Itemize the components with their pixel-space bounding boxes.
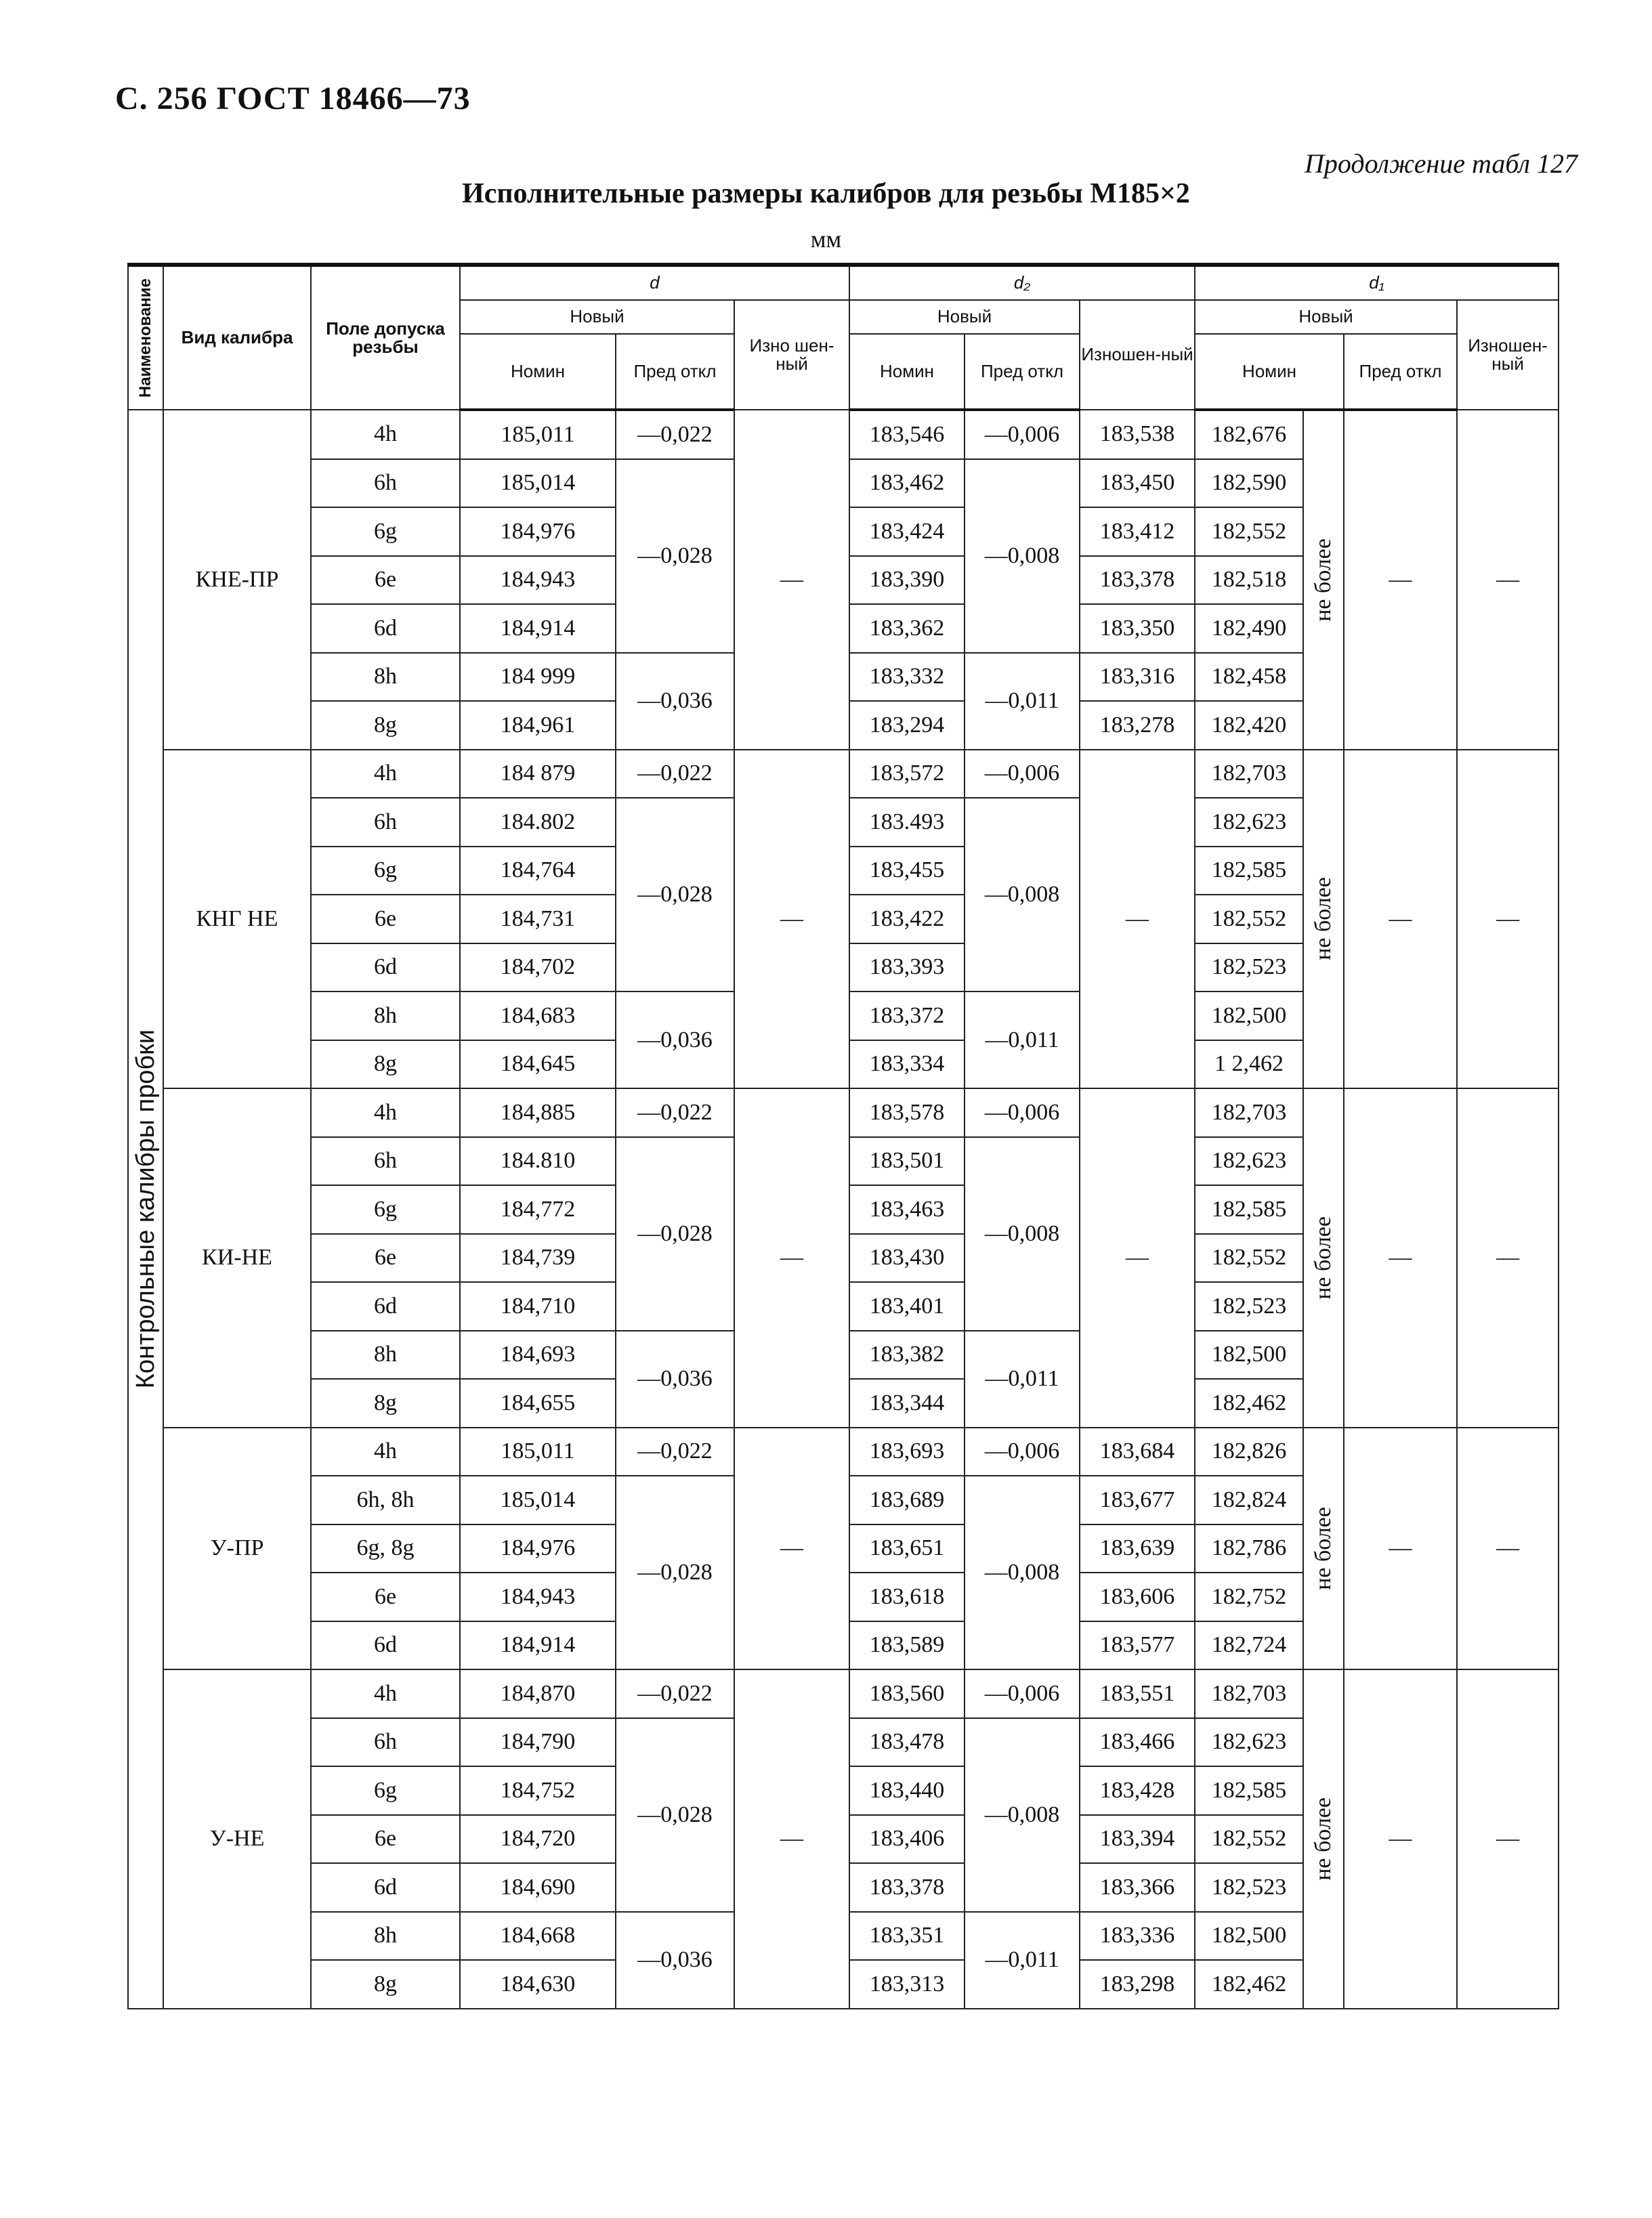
d2-worn-cell: 183,466 [1080, 1718, 1195, 1767]
gauge-type-cell: КНЕ-ПР [163, 410, 311, 750]
header-tolerance-field: Поле допуска резьбы [311, 265, 460, 410]
d1-nominal-cell: 182,752 [1195, 1573, 1303, 1621]
d1-deviation-cell: — [1344, 1088, 1457, 1428]
gauge-type-cell: КИ-НЕ [163, 1088, 311, 1428]
d2-nominal-cell: 183,651 [849, 1524, 965, 1573]
d1-worn-cell: — [1457, 1088, 1559, 1428]
d1-nominal-cell: 182,623 [1195, 1137, 1303, 1186]
d2-nominal-cell: 183,546 [849, 410, 965, 459]
d1-nominal-cell: 182,724 [1195, 1621, 1303, 1670]
d2-deviation-cell: —0,008 [965, 1718, 1080, 1912]
d-nominal-cell: 184,961 [460, 701, 616, 750]
d1-nominal-cell: 182,462 [1195, 1960, 1303, 2009]
d2-nominal-cell: 183,578 [849, 1088, 965, 1137]
d-deviation-cell: —0,036 [616, 1331, 734, 1428]
d-nominal-cell: 184,752 [460, 1766, 616, 1815]
d-deviation-cell: —0,028 [616, 1476, 734, 1669]
tolerance-field-cell: 6e [311, 895, 460, 943]
d2-nominal-cell: 183,393 [849, 943, 965, 992]
d-nominal-cell: 184,943 [460, 556, 616, 605]
d-deviation-cell: —0,022 [616, 1088, 734, 1137]
table-continuation-note: Продолжение табл 127 [1304, 148, 1577, 179]
d-deviation-cell: —0,028 [616, 459, 734, 653]
header-d1-nominal: Номин [1195, 334, 1344, 410]
tolerance-field-cell: 6d [311, 1621, 460, 1670]
d2-worn-cell: 183,394 [1080, 1815, 1195, 1864]
d-deviation-cell: —0,028 [616, 1137, 734, 1331]
d-nominal-cell: 185,011 [460, 1428, 616, 1476]
table-row [128, 410, 1559, 459]
tolerance-field-cell: 6g [311, 507, 460, 556]
d-nominal-cell: 184,914 [460, 1621, 616, 1670]
tolerance-field-cell: 6h [311, 1718, 460, 1767]
header-d2-worn: Изношен-ный [1080, 300, 1195, 410]
d2-worn-cell: 183,412 [1080, 507, 1195, 556]
d-nominal-cell: 184,976 [460, 1524, 616, 1573]
d1-nominal-cell: 182,552 [1195, 1815, 1303, 1864]
d2-nominal-cell: 183,618 [849, 1573, 965, 1621]
tolerance-field-cell: 8g [311, 1960, 460, 2009]
gauge-dimensions-table [127, 263, 1559, 2009]
d-nominal-cell: 184,720 [460, 1815, 616, 1864]
d1-nominal-cell: 182,824 [1195, 1476, 1303, 1524]
d-deviation-cell: —0,036 [616, 991, 734, 1088]
d1-nominal-cell: 182,462 [1195, 1379, 1303, 1428]
header-d1-new: Новый [1195, 300, 1457, 334]
d2-nominal-cell: 183,372 [849, 991, 965, 1040]
d2-nominal-cell: 183,334 [849, 1040, 965, 1089]
d2-nominal-cell: 183,378 [849, 1863, 965, 1912]
header-d1-deviation: Пред откл [1344, 334, 1457, 410]
header-d2-deviation: Пред откл [965, 334, 1080, 410]
header-d-nominal: Номин [460, 334, 616, 410]
d-nominal-cell: 184,885 [460, 1088, 616, 1137]
tolerance-field-cell: 6h, 8h [311, 1476, 460, 1524]
table-row [128, 1088, 1559, 1137]
header-d: d [460, 265, 849, 300]
d2-deviation-cell: —0,011 [965, 1912, 1080, 2009]
d2-deviation-cell: —0,011 [965, 653, 1080, 750]
not-more-cell [1303, 1428, 1344, 1670]
d-nominal-cell: 184,731 [460, 895, 616, 943]
d1-nominal-cell: 182,500 [1195, 1331, 1303, 1380]
d2-nominal-cell: 183,344 [849, 1379, 965, 1428]
d-deviation-cell: —0,022 [616, 1428, 734, 1476]
table-body [128, 410, 1559, 2009]
tolerance-field-cell: 4h [311, 1428, 460, 1476]
d2-nominal-cell: 183,382 [849, 1331, 965, 1380]
tolerance-field-cell: 6h [311, 459, 460, 508]
d2-nominal-cell: 183,560 [849, 1669, 965, 1718]
d1-nominal-cell: 182,420 [1195, 701, 1303, 750]
d1-nominal-cell: 182,585 [1195, 1185, 1303, 1234]
d2-deviation-cell: —0,006 [965, 1088, 1080, 1137]
d2-nominal-cell: 183,332 [849, 653, 965, 702]
d1-nominal-cell: 182,523 [1195, 1863, 1303, 1912]
tolerance-field-cell: 6e [311, 1815, 460, 1864]
d-nominal-cell: 184,790 [460, 1718, 616, 1767]
header-naimenovanie [128, 265, 163, 410]
d2-nominal-cell: 183,362 [849, 604, 965, 653]
d2-nominal-cell: 183,589 [849, 1621, 965, 1670]
d-worn-cell: — [734, 1669, 849, 2009]
d2-worn-cell: 183,684 [1080, 1428, 1195, 1476]
table-row [128, 1669, 1559, 1718]
d-nominal-cell: 185,011 [460, 410, 616, 459]
tolerance-field-cell: 6d [311, 1282, 460, 1331]
d2-deviation-cell: —0,006 [965, 1428, 1080, 1476]
table-header [128, 265, 1559, 410]
d-nominal-cell: 184,914 [460, 604, 616, 653]
tolerance-field-cell: 6h [311, 798, 460, 847]
d2-deviation-cell: —0,008 [965, 1137, 1080, 1331]
tolerance-field-cell: 8g [311, 1040, 460, 1089]
d-worn-cell: — [734, 1088, 849, 1428]
header-d-new: Новый [460, 300, 734, 334]
d-deviation-cell: —0,036 [616, 653, 734, 750]
d-nominal-cell: 184,655 [460, 1379, 616, 1428]
tolerance-field-cell: 6g, 8g [311, 1524, 460, 1573]
d1-nominal-cell: 182,590 [1195, 459, 1303, 508]
d2-nominal-cell: 183,689 [849, 1476, 965, 1524]
d-nominal-cell: 184 999 [460, 653, 616, 702]
gauge-type-cell: У-ПР [163, 1428, 311, 1670]
d1-nominal-cell: 182,552 [1195, 1234, 1303, 1283]
header-d1: d₁ [1195, 265, 1559, 300]
table-title: Исполнительные размеры калибров для резьбы М185×2 [462, 178, 1190, 209]
d-deviation-cell: —0,022 [616, 410, 734, 459]
tolerance-field-cell: 6e [311, 1234, 460, 1283]
d-nominal-cell: 185,014 [460, 459, 616, 508]
d2-deviation-cell: —0,006 [965, 750, 1080, 798]
d2-nominal-cell: 183,390 [849, 556, 965, 605]
tolerance-field-cell: 6e [311, 556, 460, 605]
tolerance-field-cell: 6d [311, 1863, 460, 1912]
d2-worn-cell: 183,538 [1080, 410, 1195, 459]
d2-worn-cell: 183,639 [1080, 1524, 1195, 1573]
d-deviation-cell: —0,028 [616, 1718, 734, 1912]
group-label: Контрольные калибры пробки [131, 1029, 160, 1389]
d2-worn-cell: 183,278 [1080, 701, 1195, 750]
header-d1-worn: Изношен-ный [1457, 300, 1559, 410]
d2-worn-cell: 183,428 [1080, 1766, 1195, 1815]
d2-worn-cell: — [1080, 1088, 1195, 1428]
d1-nominal-cell: 182,826 [1195, 1428, 1303, 1476]
d2-worn-cell: 183,577 [1080, 1621, 1195, 1670]
tolerance-field-cell: 4h [311, 750, 460, 798]
not-more-label: не более [1311, 877, 1336, 961]
d-nominal-cell: 184,630 [460, 1960, 616, 2009]
d2-worn-cell: 183,378 [1080, 556, 1195, 605]
d2-worn-cell: 183,298 [1080, 1960, 1195, 2009]
d-nominal-cell: 184.802 [460, 798, 616, 847]
tolerance-field-cell: 8h [311, 991, 460, 1040]
tolerance-field-cell: 6e [311, 1573, 460, 1621]
d2-deviation-cell: —0,011 [965, 1331, 1080, 1428]
d2-nominal-cell: 183,430 [849, 1234, 965, 1283]
d1-nominal-cell: 182,703 [1195, 1088, 1303, 1137]
d-worn-cell: — [734, 1428, 849, 1670]
d1-nominal-cell: 182,500 [1195, 991, 1303, 1040]
not-more-label: не более [1311, 1216, 1336, 1300]
tolerance-field-cell: 4h [311, 1088, 460, 1137]
d1-nominal-cell: 182,676 [1195, 410, 1303, 459]
d2-nominal-cell: 183,478 [849, 1718, 965, 1767]
tolerance-field-cell: 8g [311, 701, 460, 750]
d2-nominal-cell: 183,693 [849, 1428, 965, 1476]
group-label-cell [128, 410, 163, 2009]
d-nominal-cell: 184,690 [460, 1863, 616, 1912]
d-deviation-cell: —0,028 [616, 798, 734, 991]
d2-deviation-cell: —0,006 [965, 1669, 1080, 1718]
d2-worn-cell: 183,366 [1080, 1863, 1195, 1912]
d2-nominal-cell: 183,422 [849, 895, 965, 943]
d2-worn-cell: 183,551 [1080, 1669, 1195, 1718]
tolerance-field-cell: 6d [311, 604, 460, 653]
d2-nominal-cell: 183,501 [849, 1137, 965, 1186]
d2-nominal-cell: 183,313 [849, 1960, 965, 2009]
not-more-cell [1303, 1669, 1344, 2009]
d1-nominal-cell: 182,552 [1195, 507, 1303, 556]
tolerance-field-cell: 6g [311, 1766, 460, 1815]
tolerance-field-cell: 4h [311, 1669, 460, 1718]
d1-nominal-cell: 182,523 [1195, 943, 1303, 992]
d-nominal-cell: 184,870 [460, 1669, 616, 1718]
not-more-cell [1303, 1088, 1344, 1428]
d1-worn-cell: — [1457, 750, 1559, 1089]
table-row [128, 1428, 1559, 1476]
d1-nominal-cell: 182,523 [1195, 1282, 1303, 1331]
tolerance-field-cell: 8g [311, 1379, 460, 1428]
d-nominal-cell: 184.810 [460, 1137, 616, 1186]
gauge-type-cell: КНГ НЕ [163, 750, 311, 1089]
d1-worn-cell: — [1457, 1428, 1559, 1670]
units-label: мм [810, 226, 842, 253]
header-d-deviation: Пред откл [616, 334, 734, 410]
d1-nominal-cell: 182,585 [1195, 847, 1303, 895]
d1-nominal-cell: 182,623 [1195, 798, 1303, 847]
d1-nominal-cell: 182,490 [1195, 604, 1303, 653]
d2-worn-cell: 183,316 [1080, 653, 1195, 702]
d2-deviation-cell: —0,008 [965, 798, 1080, 991]
d2-worn-cell: 183,677 [1080, 1476, 1195, 1524]
tolerance-field-cell: 8h [311, 1912, 460, 1961]
d2-nominal-cell: 183,463 [849, 1185, 965, 1234]
d-nominal-cell: 184,668 [460, 1912, 616, 1961]
d2-worn-cell: 183,450 [1080, 459, 1195, 508]
tolerance-field-cell: 6g [311, 1185, 460, 1234]
not-more-cell [1303, 750, 1344, 1089]
not-more-label: не более [1311, 1506, 1336, 1590]
d1-deviation-cell: — [1344, 750, 1457, 1089]
d2-worn-cell: — [1080, 750, 1195, 1089]
d2-nominal-cell: 183,455 [849, 847, 965, 895]
header-d2-nominal: Номин [849, 334, 965, 410]
tolerance-field-cell: 6h [311, 1137, 460, 1186]
d2-deviation-cell: —0,008 [965, 459, 1080, 653]
d1-deviation-cell: — [1344, 1669, 1457, 2009]
d-nominal-cell: 184,702 [460, 943, 616, 992]
d1-nominal-cell: 182,518 [1195, 556, 1303, 605]
d2-worn-cell: 183,350 [1080, 604, 1195, 653]
d-nominal-cell: 184,976 [460, 507, 616, 556]
d-nominal-cell: 185,014 [460, 1476, 616, 1524]
d-nominal-cell: 184,772 [460, 1185, 616, 1234]
d1-deviation-cell: — [1344, 1428, 1457, 1670]
d1-nominal-cell: 182,703 [1195, 750, 1303, 798]
header-d-worn: Изно шен-ный [734, 300, 849, 410]
d2-nominal-cell: 183,462 [849, 459, 965, 508]
d2-nominal-cell: 183,401 [849, 1282, 965, 1331]
d-nominal-cell: 184 879 [460, 750, 616, 798]
header-d2: d₂ [849, 265, 1195, 300]
d-deviation-cell: —0,022 [616, 750, 734, 798]
d-worn-cell: — [734, 410, 849, 750]
d1-nominal-cell: 182,703 [1195, 1669, 1303, 1718]
not-more-cell [1303, 410, 1344, 750]
d2-worn-cell: 183,606 [1080, 1573, 1195, 1621]
d2-deviation-cell: —0,008 [965, 1476, 1080, 1669]
tolerance-field-cell: 6d [311, 943, 460, 992]
d-deviation-cell: —0,022 [616, 1669, 734, 1718]
d-nominal-cell: 184,710 [460, 1282, 616, 1331]
tolerance-field-cell: 4h [311, 410, 460, 459]
gauge-type-cell: У-НЕ [163, 1669, 311, 2009]
d1-worn-cell: — [1457, 1669, 1559, 2009]
d1-nominal-cell: 182,585 [1195, 1766, 1303, 1815]
table-row [128, 750, 1559, 798]
d1-nominal-cell: 182,786 [1195, 1524, 1303, 1573]
d1-nominal-cell: 182,458 [1195, 653, 1303, 702]
not-more-label: не более [1311, 1797, 1336, 1881]
d2-nominal-cell: 183,351 [849, 1912, 965, 1961]
d1-deviation-cell: — [1344, 410, 1457, 750]
header-naimenovanie-text: Наименование [136, 278, 155, 398]
d1-nominal-cell: 182,500 [1195, 1912, 1303, 1961]
not-more-label: не более [1311, 538, 1336, 622]
d2-worn-cell: 183,336 [1080, 1912, 1195, 1961]
tolerance-field-cell: 8h [311, 653, 460, 702]
d-deviation-cell: —0,036 [616, 1912, 734, 2009]
page-header: С. 256 ГОСТ 18466—73 [115, 81, 471, 116]
d-worn-cell: — [734, 750, 849, 1089]
d1-nominal-cell: 182,552 [1195, 895, 1303, 943]
d1-nominal-cell: 1 2,462 [1195, 1040, 1303, 1089]
d2-deviation-cell: —0,006 [965, 410, 1080, 459]
d2-nominal-cell: 183,424 [849, 507, 965, 556]
header-d2-new: Новый [849, 300, 1080, 334]
d-nominal-cell: 184,943 [460, 1573, 616, 1621]
d-nominal-cell: 184,645 [460, 1040, 616, 1089]
d1-worn-cell: — [1457, 410, 1559, 750]
d1-nominal-cell: 182,623 [1195, 1718, 1303, 1767]
d2-nominal-cell: 183,294 [849, 701, 965, 750]
tolerance-field-cell: 8h [311, 1331, 460, 1380]
d2-nominal-cell: 183,572 [849, 750, 965, 798]
d-nominal-cell: 184,739 [460, 1234, 616, 1283]
d2-nominal-cell: 183,440 [849, 1766, 965, 1815]
tolerance-field-cell: 6g [311, 847, 460, 895]
d2-nominal-cell: 183,406 [849, 1815, 965, 1864]
d-nominal-cell: 184,683 [460, 991, 616, 1040]
d-nominal-cell: 184,764 [460, 847, 616, 895]
d2-deviation-cell: —0,011 [965, 991, 1080, 1088]
d-nominal-cell: 184,693 [460, 1331, 616, 1380]
header-gauge-type: Вид калибра [163, 265, 311, 410]
d2-nominal-cell: 183.493 [849, 798, 965, 847]
